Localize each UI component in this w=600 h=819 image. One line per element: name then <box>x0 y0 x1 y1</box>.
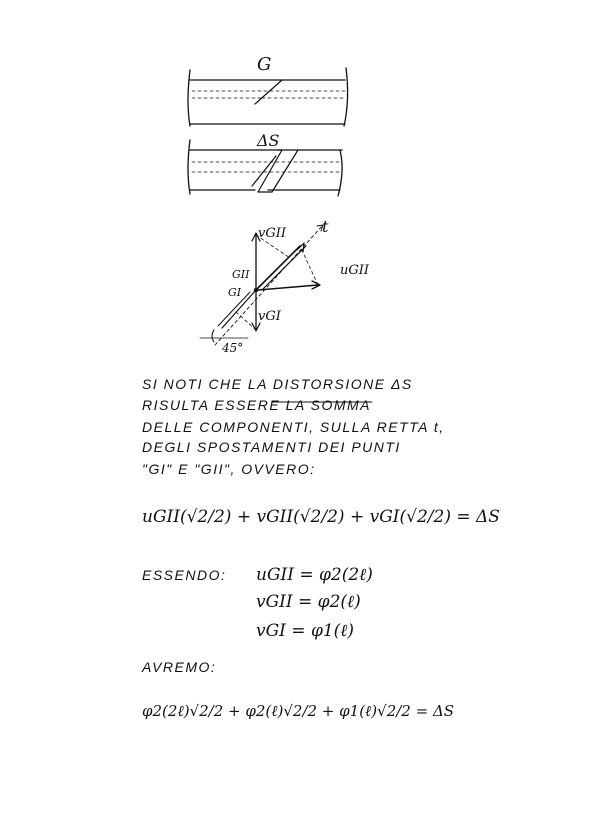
label-v-g1: vGI <box>258 309 281 324</box>
avremo-label: AVREMO: <box>142 659 217 675</box>
text-line-3: DELLE COMPONENTI, SULLA RETTA t, <box>142 419 445 435</box>
vector-diagram <box>200 217 370 355</box>
label-g1: GI <box>228 286 242 299</box>
equation-sum: uGII(√2/2) + vGII(√2/2) + vGI(√2/2) = ΔS <box>142 507 500 527</box>
essendo-line-2: vGII = φ2(ℓ) <box>256 592 361 612</box>
beam-figure-g <box>188 54 348 126</box>
explanation-text <box>142 376 445 477</box>
text-line-4: DEGLI SPOSTAMENTI DEI PUNTI <box>142 439 401 455</box>
essendo-line-1: uGII = φ2(2ℓ) <box>256 565 373 585</box>
text-line-5: "GI" E "GII", OVVERO: <box>142 461 316 477</box>
label-u-g2: uGII <box>340 263 370 278</box>
beam-figure-delta-s <box>188 131 342 196</box>
label-g: G <box>257 54 272 75</box>
equation-final: φ2(2ℓ)√2/2 + φ2(ℓ)√2/2 + φ1(ℓ)√2/2 = ΔS <box>142 702 455 720</box>
label-delta-s: ΔS <box>257 131 280 150</box>
label-angle: 45° <box>222 341 244 355</box>
essendo-line-3: vGI = φ1(ℓ) <box>256 621 355 641</box>
essendo-label: ESSENDO: <box>142 567 227 583</box>
label-t: t <box>322 217 329 236</box>
label-g2: GII <box>232 268 250 281</box>
essendo-block <box>142 565 373 641</box>
label-v-g2: vGII <box>258 226 286 241</box>
text-line-2: RISULTA ESSERE LA SOMMA <box>142 397 371 413</box>
text-line-1: SI NOTI CHE LA DISTORSIONE ΔS <box>142 376 413 392</box>
